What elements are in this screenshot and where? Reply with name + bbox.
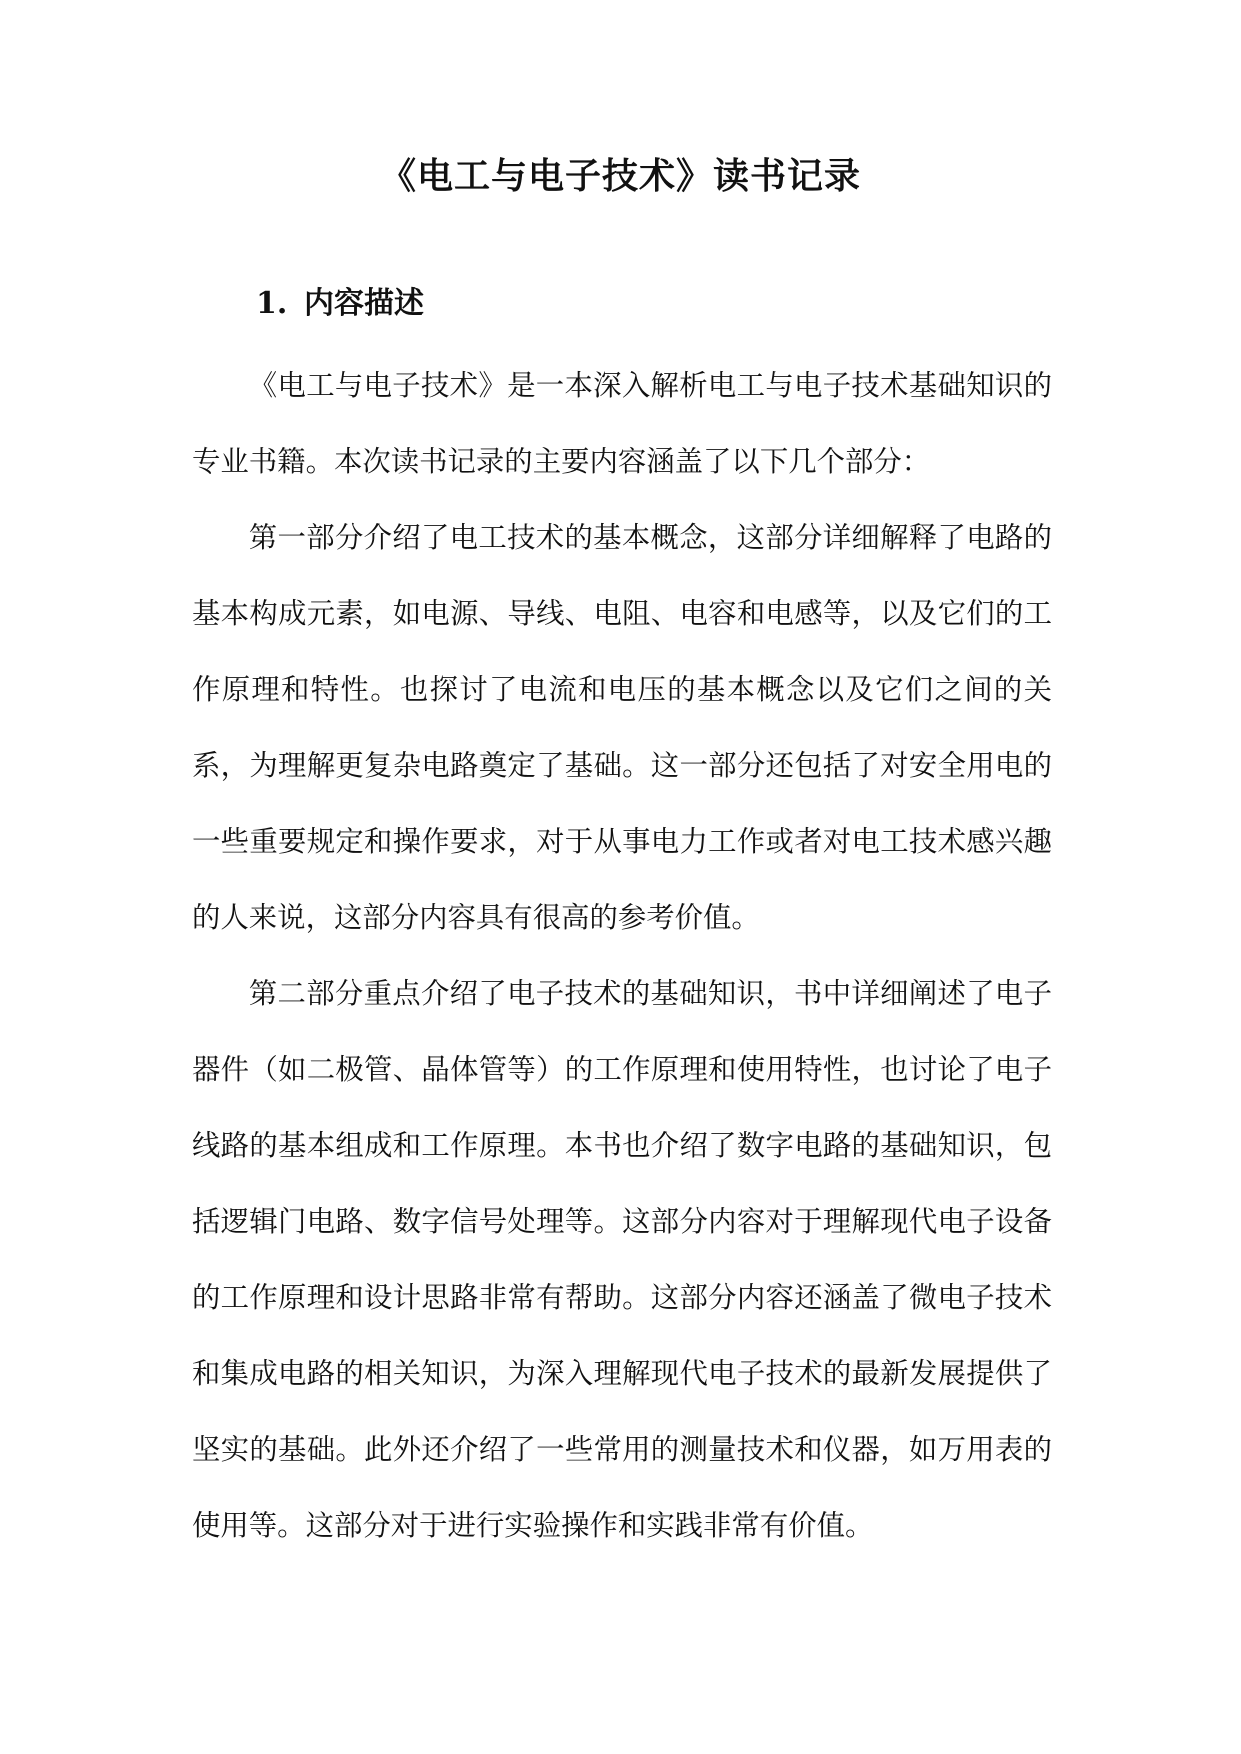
section-title: 内容描述	[304, 286, 424, 321]
section-heading	[256, 280, 424, 328]
paragraph-part-one: 第一部分介绍了电工技术的基本概念，这部分详细解释了电路的基本构成元素，如电源、导线、电阻、电容和电感等，以及它们的工作原理和特性。也探讨了电流和电压的基本概念以及它们之间的关系，为理解更复杂电路奠定了基础。这一部分还包括了对安全用电的一些重要规定和操作要求，对于从事电力工作或者对电工技术感兴趣的人来说，这部分内容具有很高的参考价值。	[192, 521, 1052, 934]
paragraph-part-two: 第二部分重点介绍了电子技术的基础知识，书中详细阐述了电子器件（如二极管、晶体管等）的工作原理和使用特性，也讨论了电子线路的基本组成和工作原理。本书也介绍了数字电路的基础知识，包括逻辑门电路、数字信号处理等。这部分内容对于理解现代电子设备的工作原理和设计思路非常有帮助。这部分内容还涵盖了微电子技术和集成电路的相关知识，为深入理解现代电子技术的最新发展提供了坚实的基础。此外还介绍了一些常用的测量技术和仪器，如万用表的使用等。这部分对于进行实验操作和实践非常有价值。	[192, 977, 1052, 1542]
document-title: 《电工与电子技术》读书记录	[379, 155, 861, 197]
section-number: 1.	[256, 286, 288, 321]
paragraph-intro: 《电工与电子技术》是一本深入解析电工与电子技术基础知识的专业书籍。本次读书记录的主要内容涵盖了以下几个部分：	[192, 369, 1052, 478]
